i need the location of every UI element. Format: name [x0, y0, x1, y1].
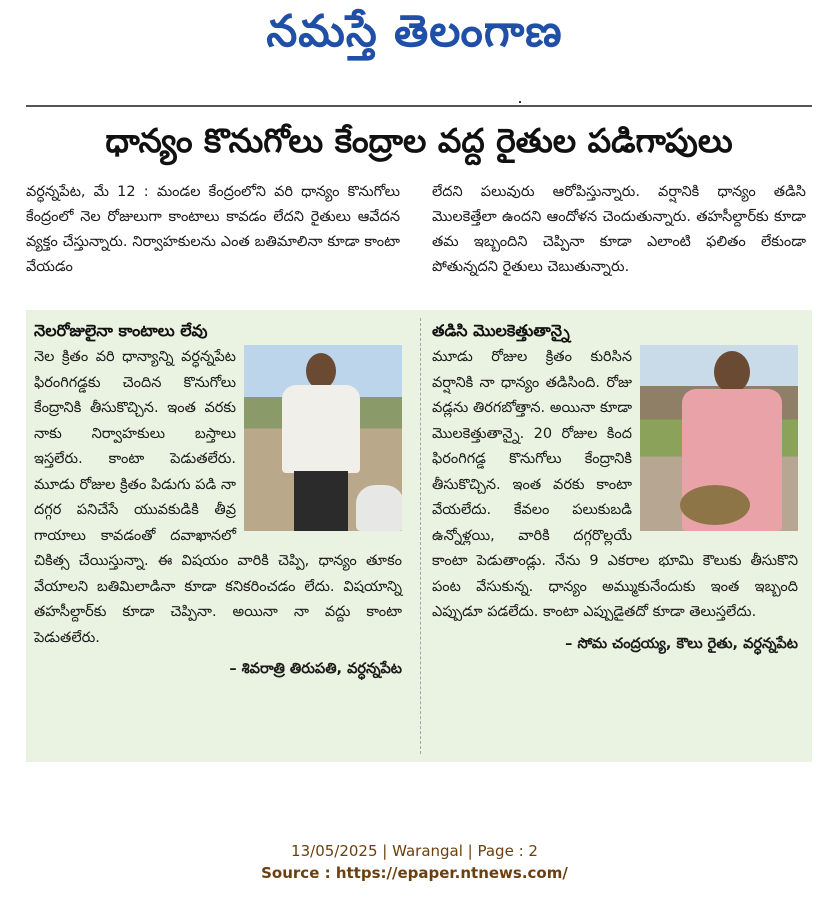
- article-headline: ధాన్యం కొనుగోలు కేంద్రాల వద్ద రైతుల పడిగాపులు: [105, 121, 733, 160]
- masthead-logo: నమస్తే తెలంగాణ: [266, 6, 563, 57]
- left-story-subhead: నెలరోజులైనా కాంటాలు లేవు: [34, 321, 208, 340]
- left-story-body: నెల క్రితం వరి ధాన్యాన్ని వర్ధన్నపేట ఫిరంగిగడ్డకు చెందిన కొనుగోలు కేంద్రానికి తీసుకొచ్చిన. ఇంత వరకు నాకు నిర్వాహకులు బస్తాలు ఇస్తలేరు. కాంటా పెడుతలేరు. మూడు రోజుల క్రితం పిడుగు పడి నా దగ్గర పనిచేసే యువకుడికి తీవ్ర గాయాలు కావడంతో దవాఖానలో చికిత్స చేయిస్తున్నా. ఈ విషయం వారికి చెప్పి, ధాన్యం తూకం వేయాలని బతిమిలాడినా కూడా కనికరించడం లేదు. విషయాన్ని తహసీల్దార్‌కు కూడా చెప్పినా. అయినా నా వద్దు కాంటా పెడుతలేరు.: [34, 349, 402, 646]
- edition-info: 13/05/2025 | Warangal | Page : 2: [291, 842, 538, 860]
- photo-grain-bag: [356, 485, 402, 531]
- photo-figure-head: [306, 353, 336, 389]
- right-story-body: మూడు రోజుల క్రితం కురిసిన వర్షానికి నా ధాన్యం తడిసింది. రోజు వడ్లను తిరగబోత్తాన. అయినా కూడా మొలకెత్తుతాన్నై. 20 రోజుల కింద ఫిరంగిగడ్డ కొనుగోలు కేంద్రానికి తీసుకొచ్చిన. ఇంత వరకు కాంటా వేయలేదు. కేవలం పలుకుబడి ఉన్నోళ్లయి, వారికి దగ్గరొల్లయే కాంటా పెడుతాండ్లు. నేను 9 ఎకరాల భూమి కౌలుకు తీసుకొని పంట వేసుకున్న. ధాన్యం అమ్ముకునేందుకు ఇంత ఇబ్బంది ఎప్పుడూ పడలేదు. కాంటా ఎప్పుడైతదో కూడా తెలుస్తలేదు.: [432, 349, 798, 620]
- photo-sprouted-grain: [680, 485, 750, 525]
- source-link[interactable]: Source : https://epaper.ntnews.com/: [261, 864, 568, 882]
- intro-text-right: లేదని పలువురు ఆరోపిస్తున్నారు. వర్షానికి ధాన్యం తడిసి మొలకెత్తేలా ఉందని ఆందోళన చెందుతున్నారు. తహసీల్దార్‌కు కూడా తమ ఇబ్బందిని చెప్పినా కూడా ఎలాంటి ఫలితం లేకుండా పోతున్నదని రైతులు చెబుతున్నారు.: [432, 184, 806, 275]
- column-divider: [420, 318, 422, 754]
- left-story-byline: – శివరాత్రి తిరుపతి, వర్ధన్నపేట: [229, 661, 402, 677]
- photo-figure-shirt: [282, 385, 360, 473]
- right-story: [432, 345, 798, 657]
- right-story-byline: – సోమ చంద్రయ్య, కౌలు రైతు, వర్ధన్నపేట: [565, 635, 798, 652]
- farmer-photo-left: [244, 345, 402, 531]
- top-divider: [26, 105, 812, 107]
- photo-figure-head: [714, 351, 750, 393]
- intro-text-left: వర్ధన్నపేట, మే 12 : మండల కేంద్రంలోని వరి ధాన్యం కొనుగోలు కేంద్రంలో నెల రోజులుగా కాంటాలు కావడం లేదని రైతులు ఆవేదన వ్యక్తం చేస్తున్నారు. నిర్వాహకులను ఎంత బతిమాలినా కూడా కాంటా వేయడం: [26, 184, 400, 275]
- farmer-photo-right: [640, 345, 798, 531]
- right-story-subhead: తడిసి మొలకెత్తుతాన్నై: [432, 321, 570, 340]
- left-story: [34, 345, 402, 683]
- photo-figure-trousers: [294, 471, 348, 531]
- print-mark: [519, 101, 521, 103]
